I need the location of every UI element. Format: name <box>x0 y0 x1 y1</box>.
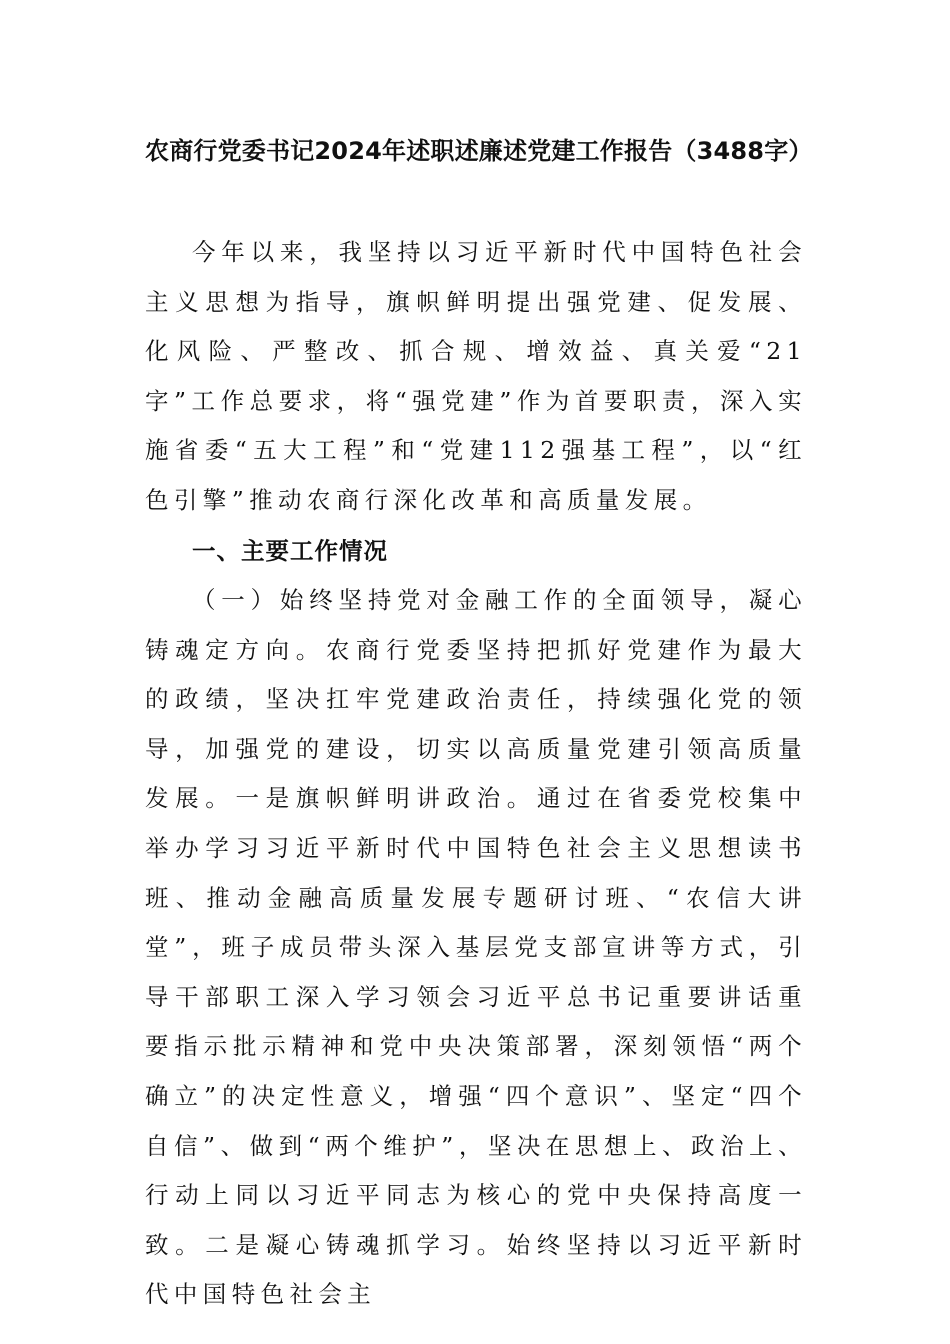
document-title: 农商行党委书记2024年述职述廉述党建工作报告（3488字） <box>145 137 813 165</box>
section-heading: 一、主要工作情况 <box>192 537 388 565</box>
intro-paragraph: 今年以来，我坚持以习近平新时代中国特色社会主义思想为指导，旗帜鲜明提出强党建、促发展、化风险、严整改、抓合规、增效益、真关爱“21字”工作总要求，将“强党建”作为首要职责，深入实施省委“五大工程”和“党建112强基工程”，以“红色引擎”推动农商行深化改革和高质量发展。 <box>145 238 807 514</box>
body-paragraph: （一）始终坚持党对金融工作的全面领导，凝心铸魂定方向。农商行党委坚持把抓好党建作为最大的政绩，坚决扛牢党建政治责任，持续强化党的领导，加强党的建设，切实以高质量党建引领高质量发展。一是旗帜鲜明讲政治。通过在省委党校集中举办学习习近平新时代中国特色社会主义思想读书班、推动金融高质量发展专题研讨班、“农信大讲堂”，班子成员带头深入基层党支部宣讲等方式，引导干部职工深入学习领会习近平总书记重要讲话重要指示批示精神和党中央决策部署，深刻领悟“两个确立”的决定性意义，增强“四个意识”、坚定“四个自信”、做到“两个维护”，坚决在思想上、政治上、行动上同以习近平同志为核心的党中央保持高度一致。二是凝心铸魂抓学习。始终坚持以习近平新时代中国特色社会主 <box>145 586 807 1309</box>
